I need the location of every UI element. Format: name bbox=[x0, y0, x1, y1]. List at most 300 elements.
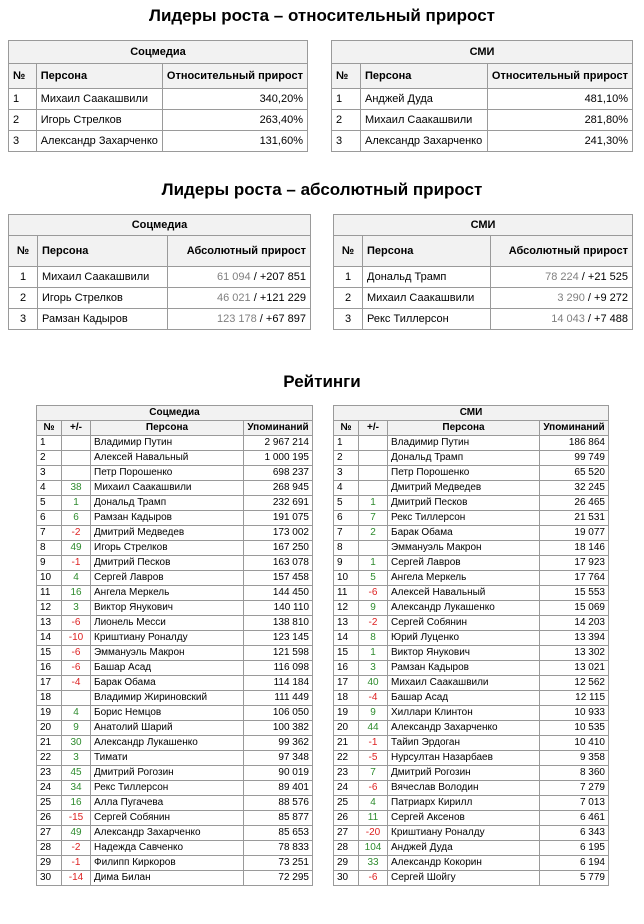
row-number: 2 bbox=[332, 110, 361, 131]
row-number: 20 bbox=[334, 721, 359, 736]
rank-change: -6 bbox=[62, 616, 91, 631]
person-name: Владимир Жириновский bbox=[91, 691, 244, 706]
person-name: Петр Порошенко bbox=[91, 466, 244, 481]
mentions-count: 2 967 214 bbox=[244, 436, 313, 451]
person-name: Рамзан Кадыров bbox=[38, 309, 168, 330]
row-number: 5 bbox=[37, 496, 62, 511]
person-name: Дмитрий Рогозин bbox=[388, 766, 540, 781]
row-number: 2 bbox=[334, 288, 363, 309]
rank-change: 45 bbox=[62, 766, 91, 781]
table-row bbox=[334, 511, 609, 526]
row-number: 19 bbox=[37, 706, 62, 721]
table-row bbox=[334, 436, 609, 451]
column-header: Персона bbox=[91, 421, 244, 436]
person-name: Алла Пугачева bbox=[91, 796, 244, 811]
mentions-count: 191 075 bbox=[244, 511, 313, 526]
growth-value: 340,20% bbox=[162, 89, 307, 110]
column-header: № bbox=[37, 421, 62, 436]
person-name: Нурсултан Назарбаев bbox=[388, 751, 540, 766]
section-label: Соцмедиа bbox=[9, 41, 308, 64]
rank-change: 38 bbox=[62, 481, 91, 496]
person-name: Владимир Путин bbox=[91, 436, 244, 451]
rank-change: 11 bbox=[359, 811, 388, 826]
row-number: 1 bbox=[334, 267, 363, 288]
relative-social-table bbox=[8, 40, 308, 152]
growth-value: 131,60% bbox=[162, 131, 307, 152]
growth-value: +121 229 bbox=[259, 292, 306, 304]
row-number: 8 bbox=[334, 541, 359, 556]
base-value: 3 290 bbox=[557, 292, 585, 304]
table-row bbox=[334, 556, 609, 571]
row-number: 10 bbox=[334, 571, 359, 586]
column-header: Персона bbox=[38, 236, 168, 267]
rank-change: -5 bbox=[359, 751, 388, 766]
column-header: № bbox=[334, 236, 363, 267]
person-name: Рамзан Кадыров bbox=[91, 511, 244, 526]
table-row bbox=[334, 721, 609, 736]
growth-value: +67 897 bbox=[265, 313, 306, 325]
growth-value: +21 525 bbox=[587, 271, 628, 283]
rank-change: 9 bbox=[359, 601, 388, 616]
rank-change bbox=[359, 541, 388, 556]
row-number: 2 bbox=[9, 288, 38, 309]
person-name: Дональд Трамп bbox=[388, 451, 540, 466]
person-name: Дмитрий Песков bbox=[388, 496, 540, 511]
table-row bbox=[334, 796, 609, 811]
section-label: Соцмедиа bbox=[37, 406, 313, 421]
mentions-count: 13 394 bbox=[540, 631, 609, 646]
table-row bbox=[9, 110, 308, 131]
mentions-count: 99 749 bbox=[540, 451, 609, 466]
rank-change: -6 bbox=[359, 871, 388, 886]
row-number: 3 bbox=[334, 309, 363, 330]
row-number: 2 bbox=[334, 451, 359, 466]
row-number: 24 bbox=[37, 781, 62, 796]
growth-cell bbox=[491, 288, 633, 309]
column-header: № bbox=[9, 64, 37, 89]
rank-change: -2 bbox=[62, 841, 91, 856]
table-row bbox=[37, 526, 313, 541]
rank-change: 30 bbox=[62, 736, 91, 751]
table-row bbox=[9, 309, 311, 330]
row-number: 14 bbox=[334, 631, 359, 646]
table-row bbox=[37, 556, 313, 571]
person-name: Лионель Месси bbox=[91, 616, 244, 631]
rank-change: -15 bbox=[62, 811, 91, 826]
growth-value: 281,80% bbox=[487, 110, 632, 131]
table-row bbox=[37, 496, 313, 511]
column-header: Упоминаний bbox=[540, 421, 609, 436]
row-number: 22 bbox=[37, 751, 62, 766]
person-name: Эммануэль Макрон bbox=[91, 646, 244, 661]
mentions-count: 12 562 bbox=[540, 676, 609, 691]
rank-change: 34 bbox=[62, 781, 91, 796]
person-name: Рамзан Кадыров bbox=[388, 661, 540, 676]
table-row bbox=[334, 766, 609, 781]
rank-change bbox=[62, 451, 91, 466]
column-header: +/- bbox=[62, 421, 91, 436]
person-name: Дима Билан bbox=[91, 871, 244, 886]
rank-change: 7 bbox=[359, 766, 388, 781]
rank-change bbox=[359, 451, 388, 466]
row-number: 28 bbox=[334, 841, 359, 856]
growth-value: +7 488 bbox=[594, 313, 628, 325]
person-name: Эммануэль Макрон bbox=[388, 541, 540, 556]
mentions-count: 7 013 bbox=[540, 796, 609, 811]
person-name: Анджей Дуда bbox=[388, 841, 540, 856]
person-name: Михаил Саакашвили bbox=[363, 288, 491, 309]
rank-change bbox=[62, 691, 91, 706]
rank-change: 33 bbox=[359, 856, 388, 871]
row-number: 13 bbox=[37, 616, 62, 631]
mentions-count: 123 145 bbox=[244, 631, 313, 646]
mentions-count: 6 343 bbox=[540, 826, 609, 841]
person-name: Дональд Трамп bbox=[363, 267, 491, 288]
mentions-count: 73 251 bbox=[244, 856, 313, 871]
row-number: 13 bbox=[334, 616, 359, 631]
ratings-media-table bbox=[333, 405, 609, 886]
rank-change bbox=[359, 481, 388, 496]
person-name: Владимир Путин bbox=[388, 436, 540, 451]
table-row bbox=[334, 496, 609, 511]
column-header: Персона bbox=[36, 64, 162, 89]
person-name: Сергей Собянин bbox=[91, 811, 244, 826]
row-number: 16 bbox=[334, 661, 359, 676]
mentions-count: 17 764 bbox=[540, 571, 609, 586]
person-name: Александр Захарченко bbox=[91, 826, 244, 841]
mentions-count: 99 362 bbox=[244, 736, 313, 751]
table-row bbox=[334, 601, 609, 616]
rank-change: -6 bbox=[359, 781, 388, 796]
table-row bbox=[37, 811, 313, 826]
mentions-count: 18 146 bbox=[540, 541, 609, 556]
base-value: 14 043 bbox=[551, 313, 585, 325]
rank-change: 40 bbox=[359, 676, 388, 691]
mentions-count: 19 077 bbox=[540, 526, 609, 541]
mentions-count: 6 195 bbox=[540, 841, 609, 856]
mentions-count: 15 553 bbox=[540, 586, 609, 601]
person-name: Александр Лукашенко bbox=[388, 601, 540, 616]
relative-growth-title: Лидеры роста – относительный прирост bbox=[149, 6, 495, 25]
table-row bbox=[334, 481, 609, 496]
person-name: Александр Кокорин bbox=[388, 856, 540, 871]
rank-change: -2 bbox=[62, 526, 91, 541]
person-name: Александр Лукашенко bbox=[91, 736, 244, 751]
row-number: 29 bbox=[334, 856, 359, 871]
table-row bbox=[37, 631, 313, 646]
column-header: Относительный прирост bbox=[487, 64, 632, 89]
row-number: 6 bbox=[37, 511, 62, 526]
person-name: Игорь Стрелков bbox=[91, 541, 244, 556]
table-row bbox=[332, 89, 633, 110]
person-name: Александр Захарченко bbox=[388, 721, 540, 736]
row-number: 27 bbox=[37, 826, 62, 841]
table-row bbox=[332, 110, 633, 131]
growth-value: +207 851 bbox=[259, 271, 306, 283]
growth-cell bbox=[491, 267, 633, 288]
table-row bbox=[37, 481, 313, 496]
person-name: Башар Асад bbox=[388, 691, 540, 706]
table-row bbox=[334, 811, 609, 826]
row-number: 11 bbox=[37, 586, 62, 601]
table-row bbox=[334, 451, 609, 466]
base-value: 46 021 bbox=[216, 292, 251, 304]
rank-change: 16 bbox=[62, 796, 91, 811]
table-row bbox=[37, 691, 313, 706]
separator: / bbox=[578, 271, 588, 283]
table-row bbox=[37, 676, 313, 691]
absolute-media-table bbox=[333, 214, 633, 330]
row-number: 3 bbox=[334, 466, 359, 481]
ratings-social-table bbox=[36, 405, 313, 886]
mentions-count: 10 410 bbox=[540, 736, 609, 751]
person-name: Барак Обама bbox=[388, 526, 540, 541]
person-name: Сергей Собянин bbox=[388, 616, 540, 631]
growth-value: 241,30% bbox=[487, 131, 632, 152]
table-row bbox=[9, 131, 308, 152]
row-number: 25 bbox=[334, 796, 359, 811]
growth-value: +9 272 bbox=[594, 292, 628, 304]
table-row bbox=[334, 631, 609, 646]
row-number: 23 bbox=[334, 766, 359, 781]
rank-change: 3 bbox=[62, 751, 91, 766]
person-name: Рекс Тиллерсон bbox=[91, 781, 244, 796]
table-row bbox=[37, 436, 313, 451]
table-row bbox=[37, 751, 313, 766]
table-row bbox=[37, 451, 313, 466]
person-name: Михаил Саакашвили bbox=[91, 481, 244, 496]
row-number: 23 bbox=[37, 766, 62, 781]
rank-change: 49 bbox=[62, 826, 91, 841]
table-row bbox=[37, 511, 313, 526]
person-name: Михаил Саакашвили bbox=[38, 267, 168, 288]
rank-change: 1 bbox=[359, 646, 388, 661]
row-number: 8 bbox=[37, 541, 62, 556]
person-name: Виктор Янукович bbox=[388, 646, 540, 661]
mentions-count: 85 653 bbox=[244, 826, 313, 841]
person-name: Филипп Киркоров bbox=[91, 856, 244, 871]
table-row bbox=[334, 841, 609, 856]
person-name: Петр Порошенко bbox=[388, 466, 540, 481]
table-row bbox=[37, 571, 313, 586]
rank-change: 9 bbox=[359, 706, 388, 721]
mentions-count: 138 810 bbox=[244, 616, 313, 631]
relative-media-table bbox=[331, 40, 633, 152]
table-row bbox=[37, 646, 313, 661]
row-number: 7 bbox=[37, 526, 62, 541]
table-row bbox=[334, 871, 609, 886]
person-name: Дмитрий Песков bbox=[91, 556, 244, 571]
mentions-count: 10 933 bbox=[540, 706, 609, 721]
person-name: Патриарх Кирилл bbox=[388, 796, 540, 811]
table-row bbox=[9, 89, 308, 110]
table-row bbox=[37, 466, 313, 481]
row-number: 20 bbox=[37, 721, 62, 736]
mentions-count: 5 779 bbox=[540, 871, 609, 886]
mentions-count: 9 358 bbox=[540, 751, 609, 766]
row-number: 7 bbox=[334, 526, 359, 541]
table-row bbox=[334, 826, 609, 841]
mentions-count: 14 203 bbox=[540, 616, 609, 631]
section-label: СМИ bbox=[332, 41, 633, 64]
row-number: 30 bbox=[37, 871, 62, 886]
table-row bbox=[37, 616, 313, 631]
mentions-count: 232 691 bbox=[244, 496, 313, 511]
person-name: Игорь Стрелков bbox=[38, 288, 168, 309]
table-row bbox=[37, 706, 313, 721]
separator: / bbox=[584, 292, 595, 304]
rank-change: 2 bbox=[359, 526, 388, 541]
rank-change bbox=[359, 466, 388, 481]
table-row bbox=[334, 288, 633, 309]
person-name: Алексей Навальный bbox=[388, 586, 540, 601]
row-number: 2 bbox=[9, 110, 37, 131]
person-name: Сергей Аксенов bbox=[388, 811, 540, 826]
rank-change: -2 bbox=[359, 616, 388, 631]
row-number: 14 bbox=[37, 631, 62, 646]
separator: / bbox=[250, 271, 260, 283]
person-name: Александр Захарченко bbox=[361, 131, 488, 152]
row-number: 17 bbox=[37, 676, 62, 691]
rank-change bbox=[62, 436, 91, 451]
column-header: Абсолютный прирост bbox=[167, 236, 310, 267]
table-row bbox=[37, 661, 313, 676]
mentions-count: 6 194 bbox=[540, 856, 609, 871]
mentions-count: 13 021 bbox=[540, 661, 609, 676]
row-number: 9 bbox=[334, 556, 359, 571]
rank-change: 104 bbox=[359, 841, 388, 856]
person-name: Борис Немцов bbox=[91, 706, 244, 721]
mentions-count: 26 465 bbox=[540, 496, 609, 511]
rank-change: 4 bbox=[62, 571, 91, 586]
mentions-count: 90 019 bbox=[244, 766, 313, 781]
row-number: 16 bbox=[37, 661, 62, 676]
rank-change: -6 bbox=[359, 586, 388, 601]
column-header: № bbox=[334, 421, 359, 436]
base-value: 78 224 bbox=[545, 271, 579, 283]
rank-change: 6 bbox=[62, 511, 91, 526]
row-number: 1 bbox=[332, 89, 361, 110]
table-row bbox=[334, 751, 609, 766]
table-row bbox=[9, 288, 311, 309]
table-row bbox=[334, 541, 609, 556]
column-header: +/- bbox=[359, 421, 388, 436]
table-row bbox=[334, 661, 609, 676]
row-number: 1 bbox=[9, 267, 38, 288]
row-number: 4 bbox=[334, 481, 359, 496]
table-row bbox=[37, 781, 313, 796]
table-row bbox=[334, 466, 609, 481]
separator: / bbox=[256, 313, 266, 325]
mentions-count: 140 110 bbox=[244, 601, 313, 616]
row-number: 3 bbox=[9, 131, 37, 152]
person-name: Тимати bbox=[91, 751, 244, 766]
row-number: 15 bbox=[37, 646, 62, 661]
table-row bbox=[334, 586, 609, 601]
mentions-count: 13 302 bbox=[540, 646, 609, 661]
section-label: Соцмедиа bbox=[9, 215, 311, 236]
person-name: Криштиану Роналду bbox=[91, 631, 244, 646]
rank-change: 1 bbox=[62, 496, 91, 511]
person-name: Алексей Навальный bbox=[91, 451, 244, 466]
person-name: Криштиану Роналду bbox=[388, 826, 540, 841]
mentions-count: 7 279 bbox=[540, 781, 609, 796]
table-row bbox=[334, 571, 609, 586]
table-row bbox=[334, 856, 609, 871]
person-name: Дмитрий Медведев bbox=[388, 481, 540, 496]
rank-change: 9 bbox=[62, 721, 91, 736]
person-name: Дмитрий Рогозин bbox=[91, 766, 244, 781]
mentions-count: 72 295 bbox=[244, 871, 313, 886]
row-number: 28 bbox=[37, 841, 62, 856]
row-number: 27 bbox=[334, 826, 359, 841]
person-name: Михаил Саакашвили bbox=[361, 110, 488, 131]
person-name: Ангела Меркель bbox=[388, 571, 540, 586]
row-number: 15 bbox=[334, 646, 359, 661]
table-row bbox=[334, 676, 609, 691]
table-row bbox=[334, 781, 609, 796]
row-number: 24 bbox=[334, 781, 359, 796]
row-number: 18 bbox=[37, 691, 62, 706]
person-name: Анджей Дуда bbox=[361, 89, 488, 110]
rank-change: -6 bbox=[62, 661, 91, 676]
table-row bbox=[334, 616, 609, 631]
column-header: Персона bbox=[361, 64, 488, 89]
rank-change: 3 bbox=[62, 601, 91, 616]
mentions-count: 32 245 bbox=[540, 481, 609, 496]
mentions-count: 65 520 bbox=[540, 466, 609, 481]
rank-change: -10 bbox=[62, 631, 91, 646]
person-name: Рекс Тиллерсон bbox=[363, 309, 491, 330]
row-number: 9 bbox=[37, 556, 62, 571]
mentions-count: 116 098 bbox=[244, 661, 313, 676]
row-number: 2 bbox=[37, 451, 62, 466]
person-name: Сергей Лавров bbox=[91, 571, 244, 586]
column-header: Абсолютный прирост bbox=[491, 236, 633, 267]
table-row bbox=[37, 541, 313, 556]
table-row bbox=[37, 856, 313, 871]
table-row bbox=[334, 309, 633, 330]
absolute-growth-title: Лидеры роста – абсолютный прирост bbox=[161, 180, 483, 199]
growth-cell bbox=[167, 309, 310, 330]
mentions-count: 268 945 bbox=[244, 481, 313, 496]
mentions-count: 21 531 bbox=[540, 511, 609, 526]
mentions-count: 144 450 bbox=[244, 586, 313, 601]
ratings-title: Рейтинги bbox=[283, 372, 361, 391]
row-number: 26 bbox=[37, 811, 62, 826]
rank-change: -1 bbox=[359, 736, 388, 751]
growth-cell bbox=[167, 288, 310, 309]
rank-change: -1 bbox=[62, 856, 91, 871]
rank-change: -4 bbox=[359, 691, 388, 706]
row-number: 29 bbox=[37, 856, 62, 871]
separator: / bbox=[250, 292, 260, 304]
row-number: 21 bbox=[37, 736, 62, 751]
row-number: 18 bbox=[334, 691, 359, 706]
person-name: Виктор Янукович bbox=[91, 601, 244, 616]
table-row bbox=[37, 766, 313, 781]
row-number: 1 bbox=[9, 89, 37, 110]
row-number: 21 bbox=[334, 736, 359, 751]
row-number: 3 bbox=[9, 309, 38, 330]
rank-change: 8 bbox=[359, 631, 388, 646]
person-name: Сергей Лавров bbox=[388, 556, 540, 571]
person-name: Тайип Эрдоган bbox=[388, 736, 540, 751]
mentions-count: 78 833 bbox=[244, 841, 313, 856]
row-number: 12 bbox=[37, 601, 62, 616]
rank-change: -14 bbox=[62, 871, 91, 886]
row-number: 11 bbox=[334, 586, 359, 601]
